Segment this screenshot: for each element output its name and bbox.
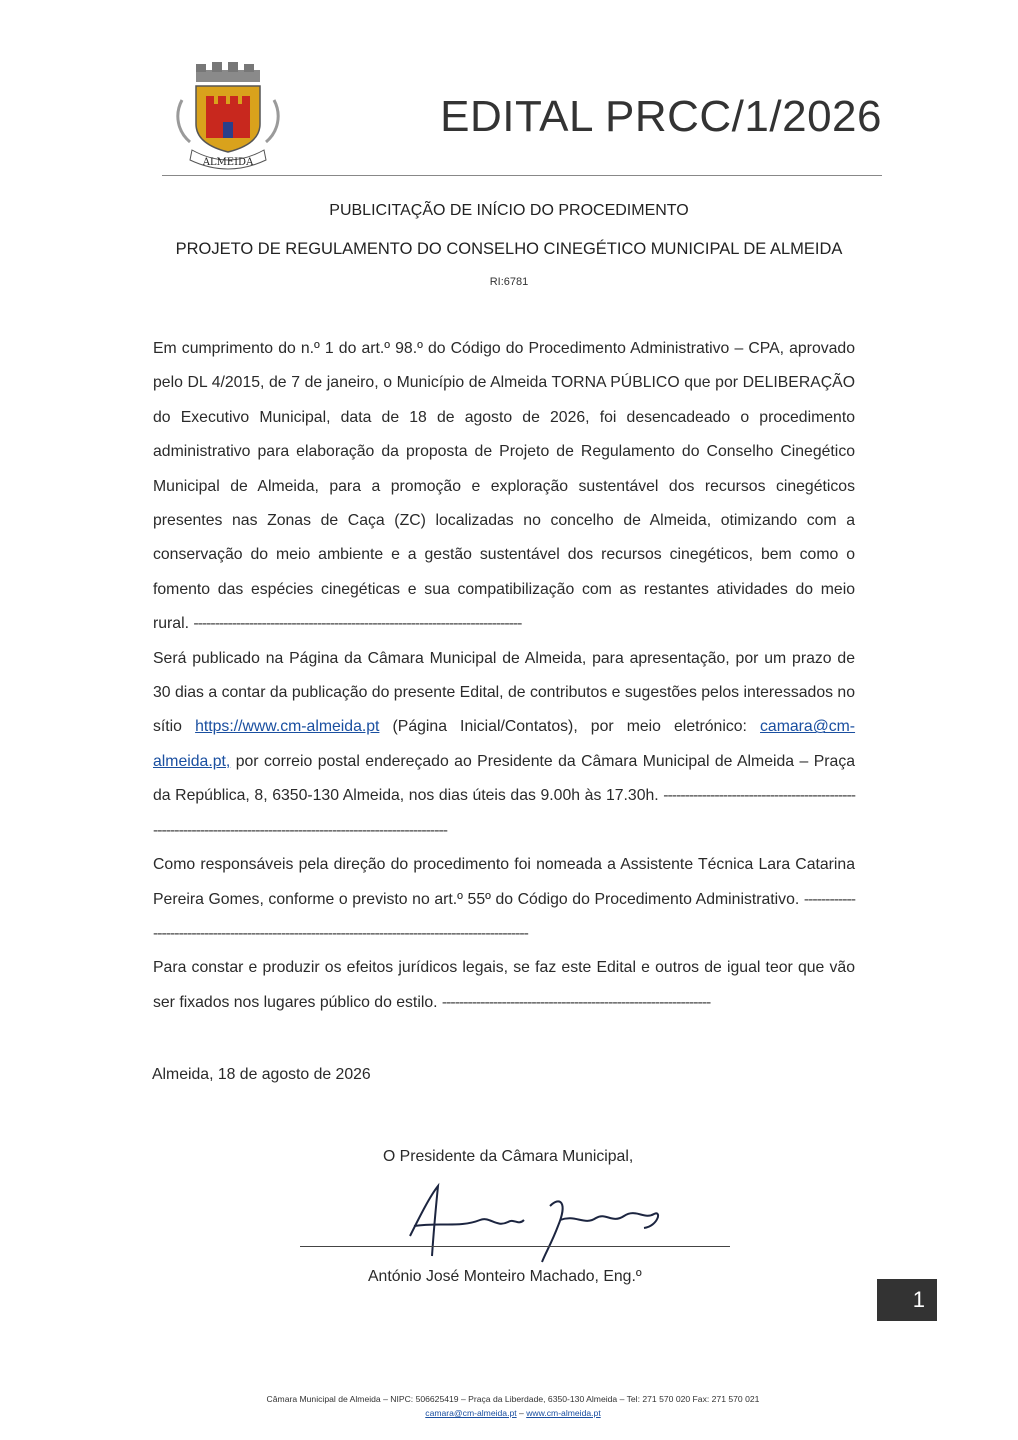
place-and-date: Almeida, 18 de agosto de 2026 [152, 1066, 371, 1083]
document-title: EDITAL PRCC/1/2026 [440, 92, 882, 141]
paragraph-2-text-a: Será publicado na Página da Câmara Municipal de Almeida, para apresentação, por um prazo de 30 dias a contar da publicação do presente Edital, de contributos e sugestões pelos interessados no sítio [153, 649, 855, 736]
signatory-name: António José Monteiro Machado, Eng.º [368, 1268, 642, 1285]
handwritten-signature [400, 1176, 670, 1266]
website-link[interactable]: https://www.cm-almeida.pt [195, 718, 380, 736]
footer-email-link[interactable]: camara@cm-almeida.pt [425, 1408, 517, 1418]
paragraph-4-text: Para constar e produzir os efeitos jurídicos legais, se faz este Edital e outros de igual teor que vão ser fixados nos lugares público do estilo. [153, 959, 855, 1011]
paragraph-2-text-c: por correio postal endereçado ao Presidente da Câmara Municipal de Almeida – Praça da República, 8, 6350-130 Almeida, nos dias úteis das 9.00h às 17.30h. [153, 752, 855, 805]
page-number: 1 [877, 1279, 937, 1321]
subject-line-1: PUBLICITAÇÃO DE INÍCIO DO PROCEDIMENTO [329, 202, 689, 219]
footer-separator: – [516, 1408, 527, 1418]
paragraph-4-filler: --------------------------------------------------------------- [441, 993, 711, 1011]
paragraph-1-text: Em cumprimento do n.º 1 do art.º 98.º do Código do Procedimento Administrativo – CPA, aprovado pelo DL 4/2015, de 7 de janeiro, o Município de Almeida TORNA PÚBLICO que por DELIBERAÇÃO do Executivo Municipal, data de 18 de agosto de 2026, foi desencadeado o procedimento administrativo para elaboração da proposta de Projeto de Regulamento do Conselho Cinegético Municipal de Almeida, para a promoção e exploração sustentável dos recursos cinegéticos presentes nas Zonas de Caça (ZC) localizadas no concelho de Almeida, otimizando com a conservação do meio ambiente e a gestão sustentável dos recursos cinegéticos, bem como o fomento das espécies cinegéticas e sua compatibilização com as restantes atividades do meio rural. [153, 340, 855, 633]
header-divider [162, 175, 882, 176]
edict-body [153, 332, 855, 1020]
paragraph-1 [153, 332, 855, 642]
paragraph-1-filler: ----------------------------------------------------------------------------- [193, 615, 522, 633]
email-link[interactable]: camara@cm-almeida.pt, [153, 718, 856, 770]
paragraph-2-text-b: (Página Inicial/Contatos), por meio eletrónico: [392, 718, 747, 736]
signature-line [300, 1246, 730, 1247]
subject-line-2: PROJETO DE REGULAMENTO DO CONSELHO CINEGÉTICO MUNICIPAL DE ALMEIDA [175, 240, 843, 258]
paragraph-4 [153, 951, 855, 1020]
paragraph-2 [153, 642, 855, 848]
footer-website-link[interactable]: www.cm-almeida.pt [526, 1408, 601, 1418]
paragraph-3-text: Como responsáveis pela direção do procedimento foi nomeada a Assistente Técnica Lara Catarina Pereira Gomes, conforme o previsto no art.º 55º do Código do Procedimento Administrativo. [153, 856, 855, 908]
paragraph-3 [153, 848, 855, 951]
crest-label: ALMEIDA [202, 157, 254, 168]
paragraph-2-filler: ------------------------------------------------------------------------------------------------------------------ [153, 787, 856, 839]
footer-contacts [150, 1408, 876, 1418]
footer-address: Câmara Municipal de Almeida – NIPC: 506625419 – Praça da Liberdade, 6350-130 Almeida – Tel: 271 570 020 Fax: 271 570 021 [266, 1394, 760, 1404]
paragraph-3-filler: ---------------------------------------------------------------------------------------------------- [153, 890, 856, 942]
reference-number: RI:6781 [489, 276, 529, 288]
municipal-crest [172, 60, 284, 172]
signatory-role: O Presidente da Câmara Municipal, [383, 1148, 634, 1165]
